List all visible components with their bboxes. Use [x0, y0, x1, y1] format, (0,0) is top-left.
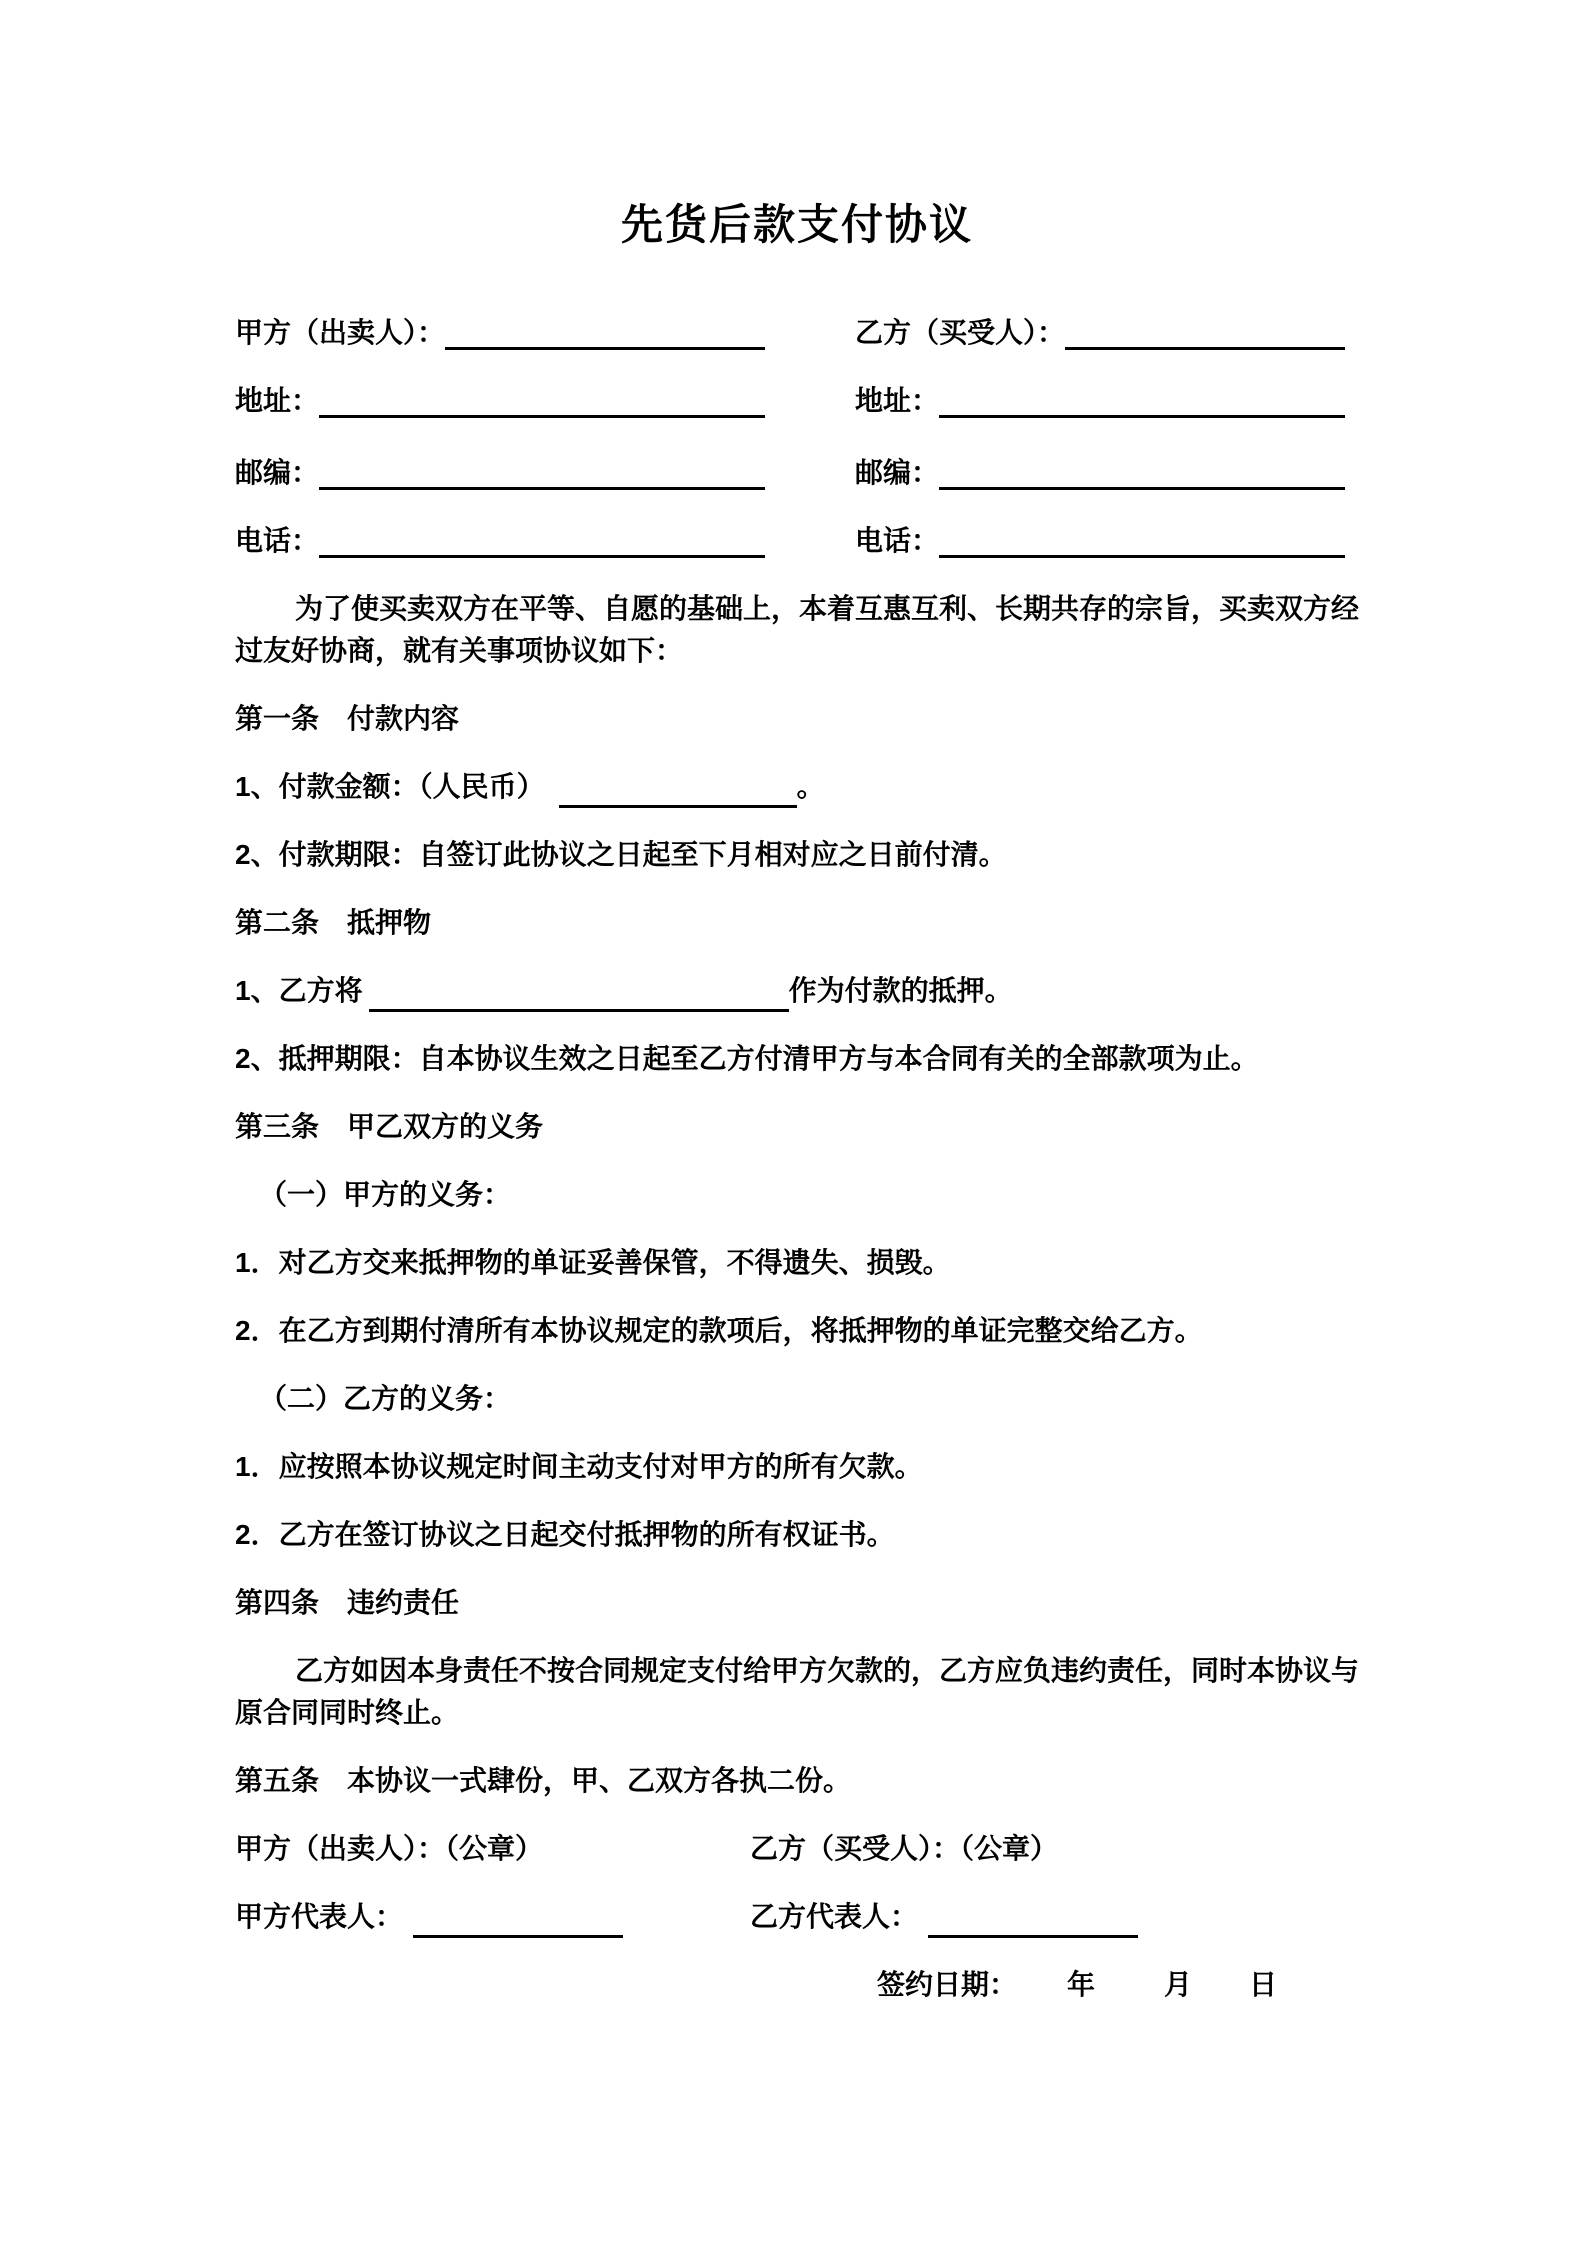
- party-a-zip-field[interactable]: [319, 452, 765, 490]
- clause-3-heading: 第三条 甲乙双方的义务: [235, 1111, 544, 1142]
- party-b-obligation-1: 1．应按照本协议规定时间主动支付对甲方的所有欠款。: [235, 1451, 923, 1482]
- party-phone-row: [235, 520, 1359, 562]
- collateral-field[interactable]: [369, 971, 789, 1012]
- party-a-phone-label: 电话：: [235, 525, 320, 556]
- payment-amount-field[interactable]: [559, 767, 797, 808]
- breach-liability-paragraph: 乙方如因本身责任不按合同规定支付给甲方欠款的，乙方应负违约责任，同时本协议与原合同同时终止。: [235, 1655, 1360, 1728]
- party-a-zip-group: [235, 452, 765, 494]
- party-a-address-label: 地址：: [235, 385, 320, 416]
- signing-date-label: 签约日期：: [877, 1969, 1018, 2000]
- clause-1-heading: 第一条 付款内容: [235, 703, 460, 734]
- party-a-address-field[interactable]: [319, 380, 765, 418]
- page-title: 先货后款支付协议: [620, 201, 973, 248]
- party-a-zip-label: 邮编：: [235, 457, 320, 488]
- party-a-obligations-heading: （一）甲方的义务：: [259, 1179, 512, 1210]
- party-a-obligation-1: 1．对乙方交来抵押物的单证妥善保管，不得遗失、损毁。: [235, 1247, 951, 1278]
- party-a-name-field[interactable]: [445, 312, 765, 350]
- payment-amount-prefix: 1、付款金额：（人民币）: [235, 771, 545, 802]
- party-a-name-label: 甲方（出卖人）：: [235, 317, 446, 348]
- year-label: 年: [1067, 1969, 1096, 2000]
- party-a-representative-field[interactable]: [413, 1897, 623, 1938]
- party-a-seal-label: 甲方（出卖人）：（公章）: [235, 1833, 544, 1864]
- party-b-obligations-heading: （二）乙方的义务：: [259, 1383, 512, 1414]
- seal-row: [235, 1828, 1359, 1870]
- party-a-representative-label: 甲方代表人：: [235, 1901, 404, 1932]
- party-b-address-field[interactable]: [939, 380, 1345, 418]
- party-zip-row: [235, 452, 1359, 494]
- party-a-representative-group: [235, 1896, 750, 1938]
- collateral-suffix: 作为付款的抵押。: [788, 975, 1013, 1006]
- payment-deadline-item: 2、付款期限：自签订此协议之日起至下月相对应之日前付清。: [235, 839, 1007, 870]
- payment-amount-item: [235, 766, 1359, 808]
- party-b-seal-label: 乙方（买受人）：（公章）: [750, 1833, 1059, 1864]
- collateral-prefix: 1、乙方将: [235, 975, 363, 1006]
- party-b-address-label: 地址：: [855, 385, 940, 416]
- party-a-phone-group: [235, 520, 765, 562]
- party-a-address-group: [235, 380, 765, 422]
- representative-row: [235, 1896, 1359, 1938]
- party-info-section: [235, 312, 1359, 562]
- clause-5-heading: 第五条 本协议一式肆份，甲、乙双方各执二份。: [235, 1765, 852, 1796]
- party-b-obligation-2: 2．乙方在签订协议之日起交付抵押物的所有权证书。: [235, 1519, 895, 1550]
- party-b-name-label: 乙方（买受人）：: [855, 317, 1066, 348]
- party-b-name-group: [855, 312, 1345, 354]
- day-label: 日: [1249, 1969, 1278, 2000]
- party-b-zip-label: 邮编：: [855, 457, 940, 488]
- party-a-phone-field[interactable]: [319, 520, 765, 558]
- party-address-row: [235, 380, 1359, 422]
- clause-2-heading: 第二条 抵押物: [235, 907, 432, 938]
- collateral-item: [235, 970, 1359, 1012]
- party-a-name-group: [235, 312, 765, 354]
- party-b-representative-label: 乙方代表人：: [750, 1901, 919, 1932]
- intro-paragraph: 为了使买卖双方在平等、自愿的基础上，本着互惠互利、长期共存的宗旨，买卖双方经过友好协商，就有关事项协议如下：: [235, 593, 1360, 666]
- party-b-phone-label: 电话：: [855, 525, 940, 556]
- party-name-row: [235, 312, 1359, 354]
- month-label: 月: [1164, 1969, 1193, 2000]
- party-b-zip-field[interactable]: [939, 452, 1345, 490]
- collateral-period-item: 2、抵押期限：自本协议生效之日起至乙方付清甲方与本合同有关的全部款项为止。: [235, 1043, 1259, 1074]
- clause-4-heading: 第四条 违约责任: [235, 1587, 460, 1618]
- party-b-zip-group: [855, 452, 1345, 494]
- party-b-phone-group: [855, 520, 1345, 562]
- party-b-name-field[interactable]: [1065, 312, 1345, 350]
- party-a-obligation-2: 2．在乙方到期付清所有本协议规定的款项后，将抵押物的单证完整交给乙方。: [235, 1315, 1203, 1346]
- party-b-representative-group: [750, 1901, 1138, 1932]
- party-b-representative-field[interactable]: [928, 1897, 1138, 1938]
- party-b-address-group: [855, 380, 1345, 422]
- payment-amount-suffix: 。: [796, 771, 825, 802]
- signing-date-row: [877, 1964, 1359, 2006]
- party-b-phone-field[interactable]: [939, 520, 1345, 558]
